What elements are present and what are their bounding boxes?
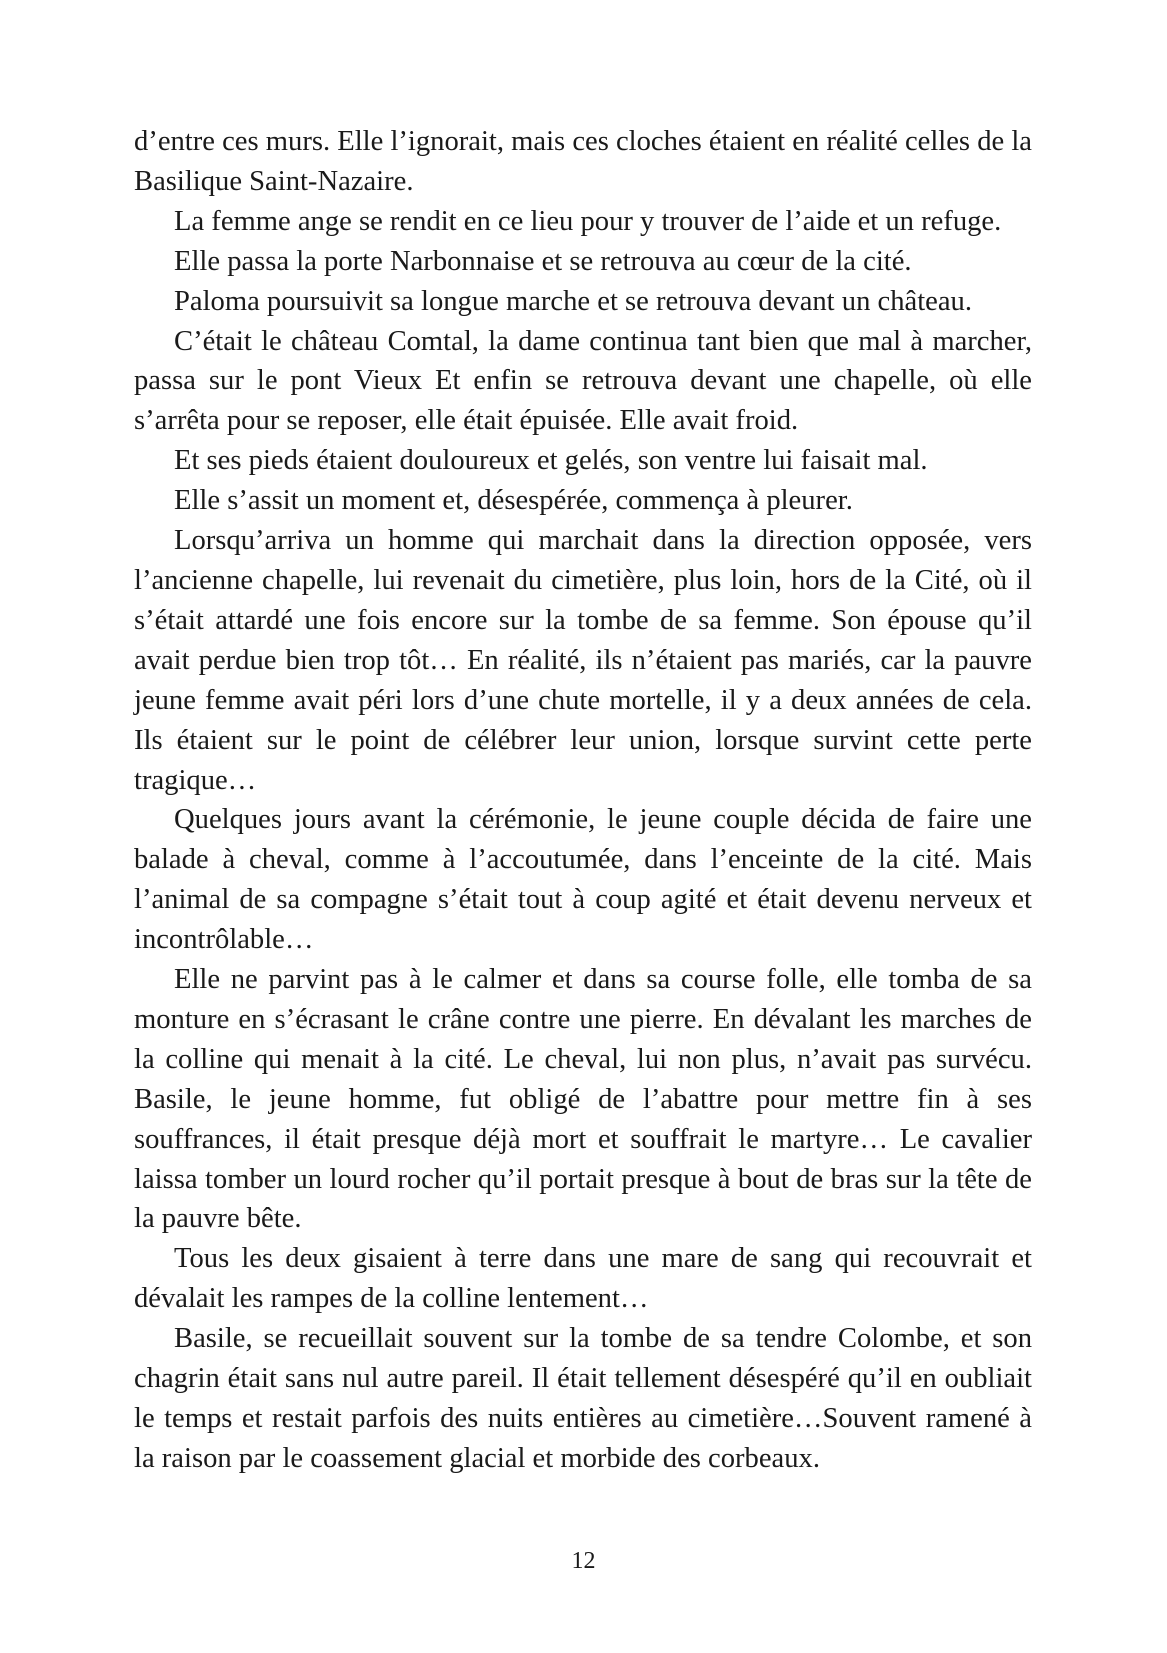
paragraph: Et ses pieds étaient douloureux et gelés, son ventre lui faisait mal. [174,445,928,477]
page-number: 12 [571,1548,596,1574]
paragraph-continuation: d’entre ces murs. Elle l’ignorait, mais ces cloches étaient en réalité celles de la Basilique Saint-Nazaire. [134,126,1032,197]
body-text [134,122,1032,1479]
paragraph: Elle ne parvint pas à le calmer et dans sa course folle, elle tomba de sa monture en s’écrasant le crâne contre une pierre. En dévalant les marches de la colline qui menait à la cité. Le cheval, lui non plus, n’avait pas survécu. Basile, le jeune homme, fut obligé de l’abattre pour mettre fin à ses souffrances, il était presque déjà mort et souffrait le martyre… Le cavalier laissa tomber un lourd rocher qu’il portait presque à bout de bras sur la tête de la pauvre bête. [134,964,1032,1235]
paragraph: Elle s’assit un moment et, désespérée, commença à pleurer. [174,485,853,517]
paragraph: Paloma poursuivit sa longue marche et se retrouva devant un château. [174,285,972,317]
paragraph: Elle passa la porte Narbonnaise et se retrouva au cœur de la cité. [174,245,912,277]
paragraph: Tous les deux gisaient à terre dans une mare de sang qui recouvrait et dévalait les rampes de la colline lentement… [134,1243,1032,1315]
paragraph: La femme ange se rendit en ce lieu pour y trouver de l’aide et un refuge. [174,205,1002,237]
paragraph: Quelques jours avant la cérémonie, le jeune couple décida de faire une balade à cheval, comme à l’accoutumée, dans l’enceinte de la cité. Mais l’animal de sa compagne s’était tout à coup agité et était devenu nerveux et incontrôlable… [134,804,1032,956]
paragraph: Basile, se recueillait souvent sur la tombe de sa tendre Colombe, et son chagrin était sans nul autre pareil. Il était tellement désespéré qu’il en oubliait le temps et restait parfois des nuits entières au cimetière…Souvent ramené à la raison par le coassement glacial et morbide des corbeaux. [134,1323,1032,1474]
paragraph: Lorsqu’arriva un homme qui marchait dans la direction opposée, vers l’ancienne chapelle, lui revenait du cimetière, plus loin, hors de la Cité, où il s’était attardé une fois encore sur la tombe de sa femme. Son épouse qu’il avait perdue bien trop tôt… En réalité, ils n’étaient pas mariés, car la pauvre jeune femme avait péri lors d’une chute mortelle, il y a deux années de cela. Ils étaient sur le point de célébrer leur union, lorsque survint cette perte tragique… [134,525,1032,796]
paragraph: C’était le château Comtal, la dame continua tant bien que mal à marcher, passa sur le pont Vieux Et enfin se retrouva devant une chapelle, où elle s’arrêta pour se reposer, elle était épuisée. Elle avait froid. [134,325,1032,437]
